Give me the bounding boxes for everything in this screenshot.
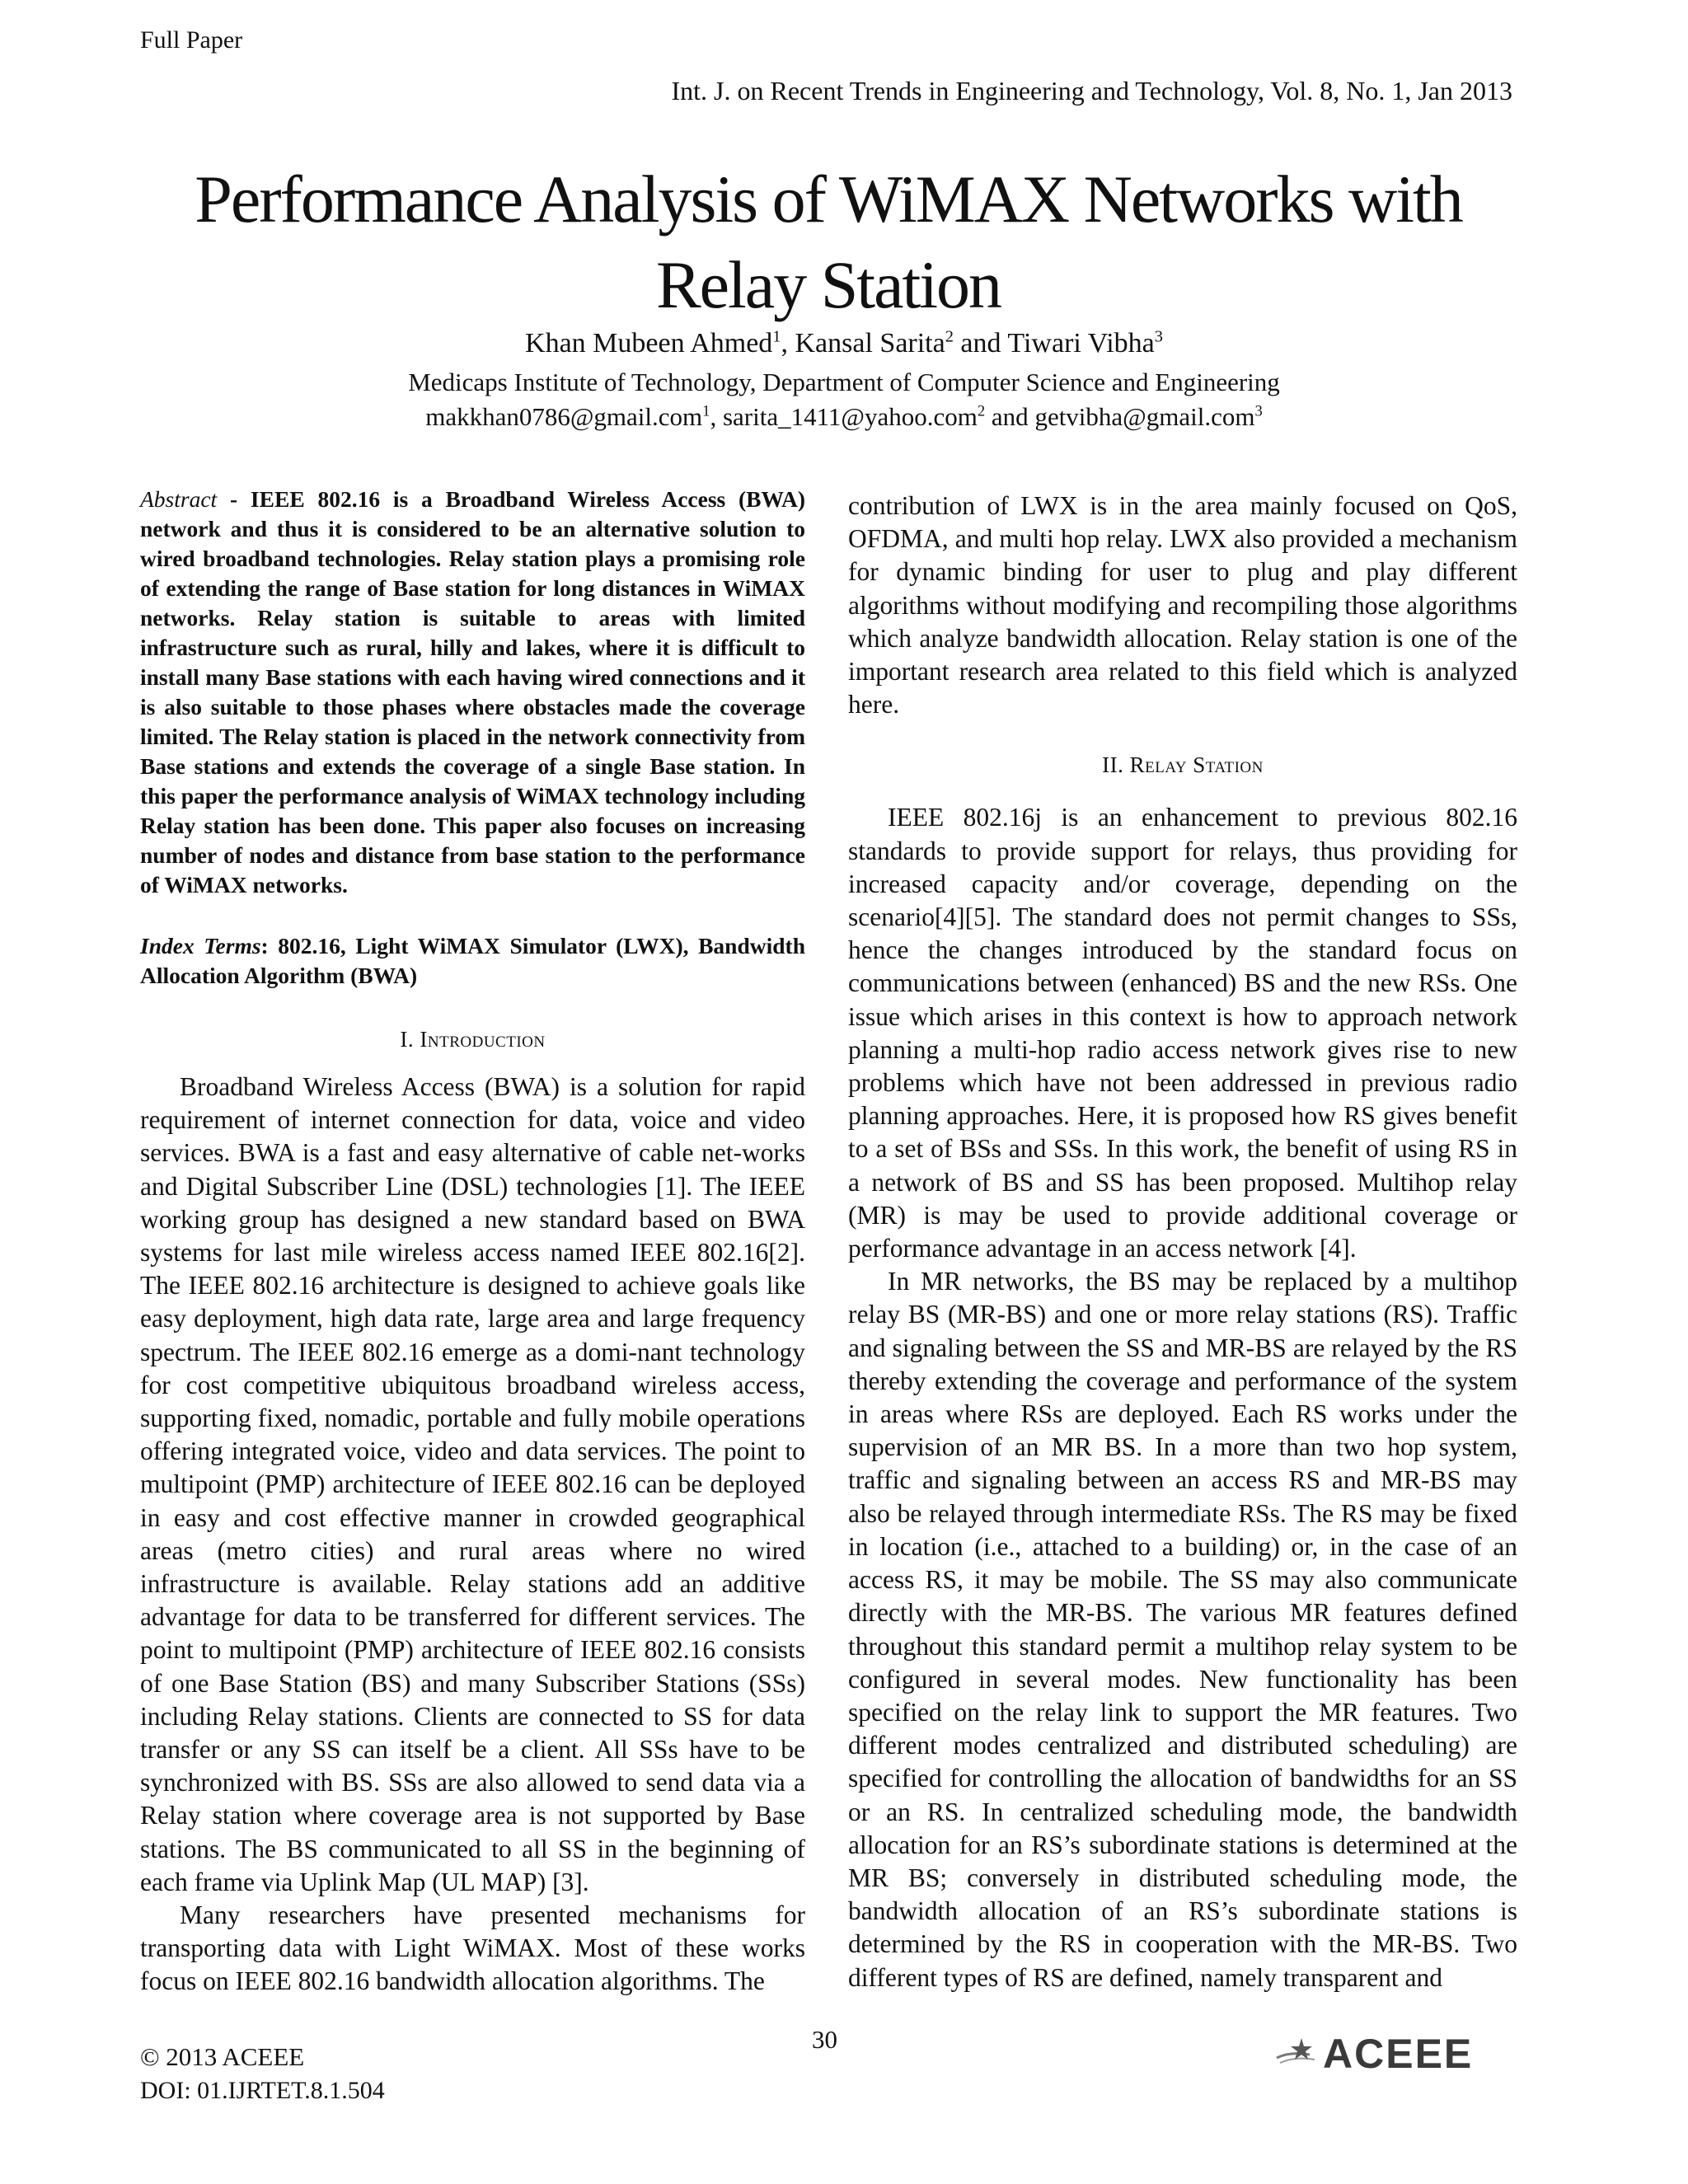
- section-2-heading: [848, 752, 1517, 778]
- author-sep-1: ,: [781, 328, 795, 359]
- section-1-heading: [140, 1027, 805, 1052]
- email-2: sarita_1411@yahoo.com: [722, 402, 978, 431]
- author-list: [0, 328, 1688, 359]
- section-1-paragraph-2-continued: contribution of LWX is in the area mainly focused on QoS, OFDMA, and multi hop relay. LWX also provided a mechanism for dynamic binding for user to plug and play different algorithms without modifying and recompiling those algorithms which analyze bandwidth allocation. Relay station is one of the important research area related to this field which is analyzed here.: [848, 491, 1517, 719]
- title-line-2: Relay Station: [655, 247, 1001, 322]
- email-1-sup: 1: [702, 402, 710, 420]
- email-list: [0, 402, 1688, 432]
- email-1: makkhan0786@gmail.com: [425, 402, 703, 431]
- abstract-label: Abstract: [140, 486, 218, 512]
- email-2-sup: 2: [977, 402, 986, 420]
- header-label: Full Paper: [140, 26, 243, 54]
- email-sep-1: ,: [710, 402, 723, 431]
- aceee-logo: [1273, 2031, 1521, 2077]
- star-swoosh-icon: [1273, 2033, 1323, 2074]
- section-2-title: Relay Station: [1129, 752, 1264, 778]
- author-2-sup: 2: [945, 327, 954, 346]
- email-3: getvibha@gmail.com: [1034, 402, 1255, 431]
- paper-title: [132, 157, 1525, 328]
- section-2-number: II.: [1102, 752, 1130, 778]
- title-line-1: Performance Analysis of WiMAX Networks with: [195, 162, 1462, 237]
- doi: DOI: 01.IJRTET.8.1.504: [140, 2077, 385, 2104]
- page-number: 30: [812, 2025, 837, 2054]
- affiliation: Medicaps Institute of Technology, Department of Computer Science and Engineering: [408, 368, 1280, 396]
- section-2-paragraph-1: IEEE 802.16j is an enhancement to previous 802.16 standards to provide support for relays, thus providing for increased capacity and/or coverage, depending on the scenario[4][5]. The standard does not permit changes to SSs, hence the changes introduced by the standard focus on communications between (enhanced) BS and the new RSs. One issue which arises in this context is how to approach network planning a multi-hop radio access network gives rise to new problems which have not been addressed in previous radio planning approaches. Here, it is proposed how RS gives benefit to a set of BSs and SSs. In this work, the benefit of using RS in a network of BS and SS has been proposed. Multihop relay (MR) is may be used to provide additional coverage or performance advantage in an access network [4].: [848, 803, 1517, 1263]
- author-1: Khan Mubeen Ahmed: [525, 328, 773, 359]
- author-3-sup: 3: [1154, 327, 1163, 346]
- author-1-sup: 1: [772, 327, 781, 346]
- section-1-title: Introduction: [420, 1027, 546, 1052]
- section-2-paragraph-2: In MR networks, the BS may be replaced by a multihop relay BS (MR-BS) and one or more relay stations (RS). Traffic and signaling between the SS and MR-BS are relayed by the RS thereby extending the coverage and performance of the system in areas where RSs are deployed. Each RS works under the supervision of an MR BS. In a more than two hop system, traffic and signaling between an access RS and MR-BS may also be relayed through intermediate RSs. The RS may be fixed in location (i.e., attached to a building) or, in the case of an access RS, it may be mobile. The SS may also communicate directly with the MR-BS. The various MR features defined throughout this standard permit a multihop relay system to be configured in several modes. New functionality has been specified on the relay link to support the MR features. Two different modes centralized and distributed scheduling) are specified for controlling the allocation of bandwidths for an SS or an RS. In centralized scheduling mode, the bandwidth allocation for an RS’s subordinate stations is determined at the MR BS; conversely in distributed scheduling mode, the bandwidth allocation of an RS’s subordinate stations is determined by the RS in cooperation with the MR-BS. Two different types of RS are defined, namely transparent and: [848, 1267, 1517, 1992]
- section-1-paragraph-2: Many researchers have presented mechanisms for transporting data with Light WiMAX. Most of these works focus on IEEE 802.16 bandwidth allocation algorithms. The: [140, 1900, 805, 1996]
- right-column: [848, 490, 1517, 1994]
- left-column: [140, 485, 805, 1999]
- abstract-text: - IEEE 802.16 is a Broadband Wireless Access (BWA) network and thus it is considered to be an alternative solution to wired broadband technologies. Relay station plays a promising role of extending the range of Base station for long distances in WiMAX networks. Relay station is suitable to areas with limited infrastructure such as rural, hilly and lakes, where it is difficult to install many Base stations with each having wired connections and it is also suitable to those phases where obstacles made the coverage limited. The Relay station is placed in the network connectivity from Base stations and extends the coverage of a single Base station. In this paper the performance analysis of WiMAX technology including Relay station has been done. This paper also focuses on increasing number of nodes and distance from base station to the performance of WiMAX networks.: [140, 486, 805, 898]
- logo-text: ACEEE: [1323, 2031, 1474, 2077]
- section-1-number: I.: [400, 1027, 420, 1052]
- index-terms: [140, 931, 805, 991]
- author-2: Kansal Sarita: [795, 328, 945, 359]
- journal-citation: Int. J. on Recent Trends in Engineering and Technology, Vol. 8, No. 1, Jan 2013: [671, 76, 1512, 105]
- abstract: [140, 485, 805, 900]
- index-terms-label: Index Terms: [140, 933, 261, 958]
- email-sep-2: and: [985, 402, 1035, 431]
- copyright: © 2013 ACEEE: [140, 2042, 305, 2071]
- section-1-paragraph-1: Broadband Wireless Access (BWA) is a solution for rapid requirement of internet connection for data, voice and video services. BWA is a fast and easy alternative of cable net-works and Digital Subscriber Line (DSL) technologies [1]. The IEEE working group has designed a new standard based on BWA systems for last mile wireless access named IEEE 802.16[2]. The IEEE 802.16 architecture is designed to achieve goals like easy deployment, high data rate, large area and large frequency spectrum. The IEEE 802.16 emerge as a domi-nant technology for cost competitive ubiquitous broadband wireless access, supporting fixed, nomadic, portable and fully mobile operations offering integrated voice, video and data services. The point to multipoint (PMP) architecture of IEEE 802.16 can be deployed in easy and cost effective manner in crowded geographical areas (metro cities) and rural areas where no wired infrastructure is available. Relay stations add an additive advantage for data to be transferred for different services. The point to multipoint (PMP) architecture of IEEE 802.16 consists of one Base Station (BS) and many Subscriber Stations (SSs) including Relay stations. Clients are connected to SS for data transfer or any SS can itself be a client. All SSs have to be synchronized with BS. SSs are also allowed to send data via a Relay station where coverage area is not supported by Base stations. The BS communicated to all SS in the beginning of each frame via Uplink Map (UL MAP) [3].: [140, 1072, 805, 1896]
- index-terms-text: : 802.16, Light WiMAX Simulator (LWX), Bandwidth Allocation Algorithm (BWA): [140, 933, 805, 988]
- author-sep-2: and: [953, 328, 1008, 359]
- author-3: Tiwari Vibha: [1007, 328, 1155, 359]
- email-3-sup: 3: [1254, 402, 1263, 420]
